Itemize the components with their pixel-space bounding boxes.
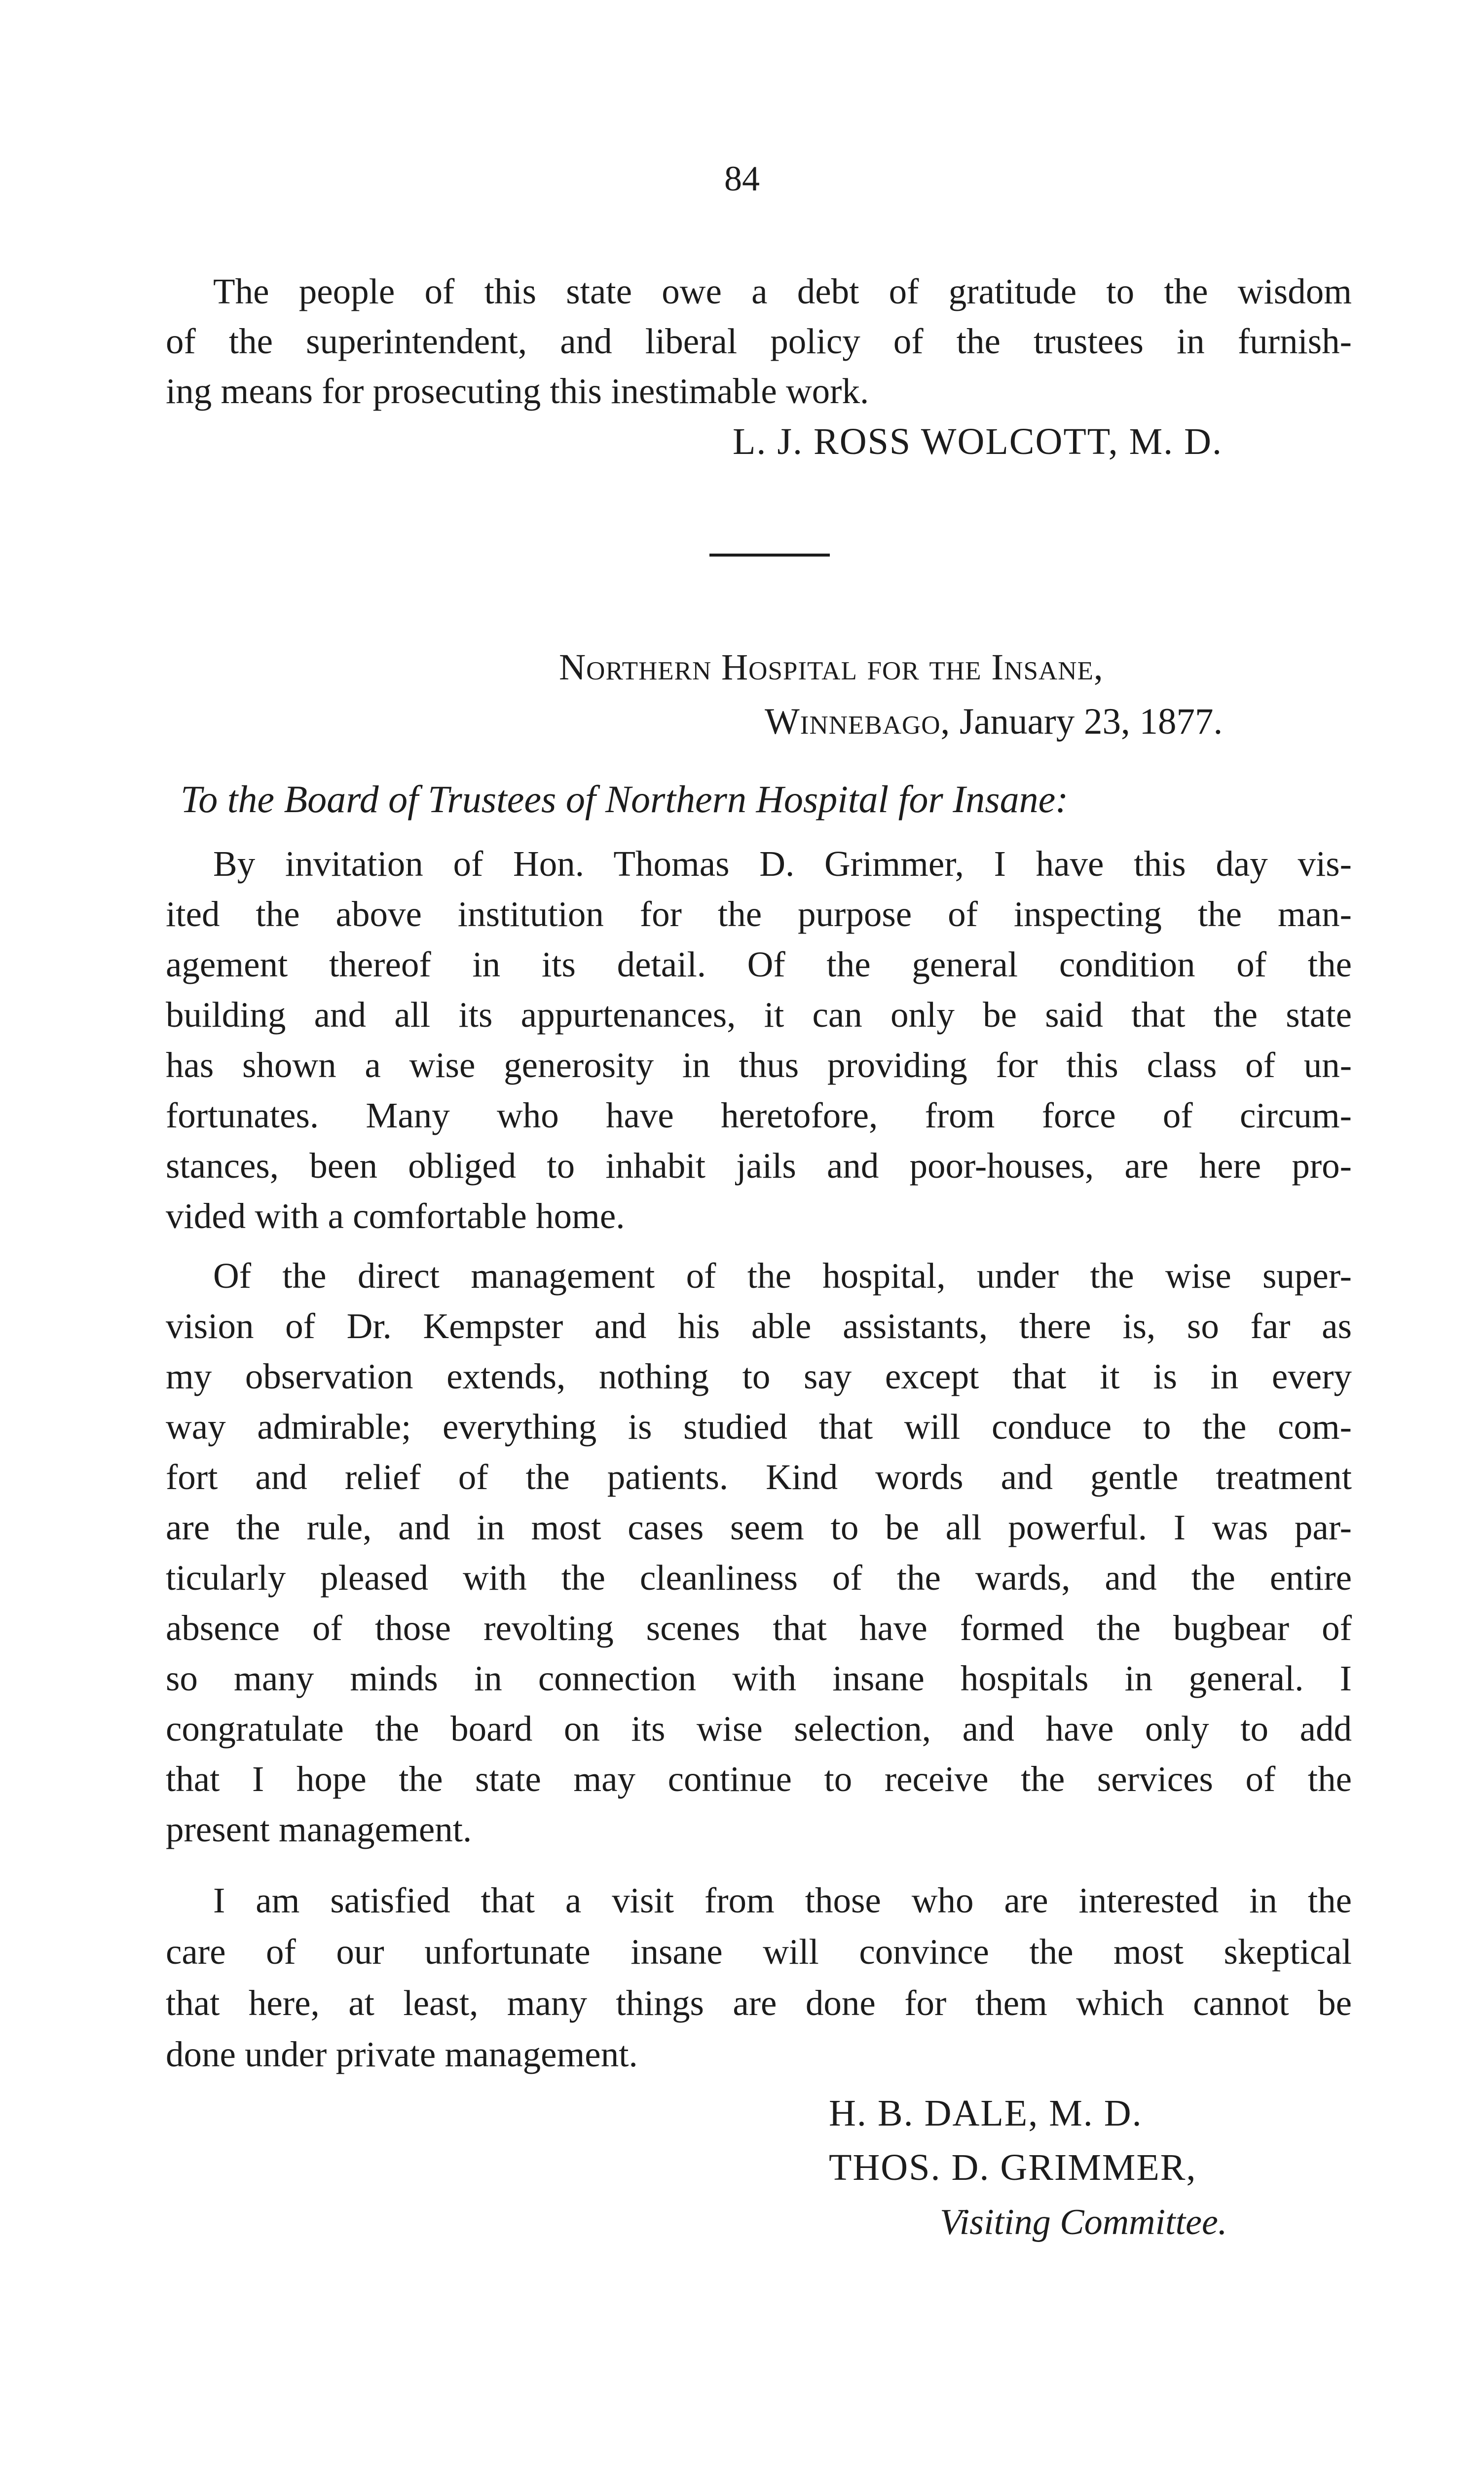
paragraph-line: way admirable; everything is studied that will conduce to the com- xyxy=(166,1407,1352,1447)
committee-title: Visiting Committee. xyxy=(940,2202,1227,2243)
paragraph-line: vision of Dr. Kempster and his able assistants, there is, so far as xyxy=(166,1306,1352,1346)
paragraph-line: of the superintendent, and liberal policy of the trustees in furnish- xyxy=(166,321,1352,361)
paragraph-line: building and all its appurtenances, it can only be said that the state xyxy=(166,995,1352,1035)
paragraph-line: are the rule, and in most cases seem to be all powerful. I was par- xyxy=(166,1507,1352,1547)
paragraph-line: The people of this state owe a debt of gratitude to the wisdom xyxy=(213,271,1352,311)
signatory-dale: H. B. DALE, M. D. xyxy=(829,2093,1143,2134)
paragraph-line: done under private management. xyxy=(166,2034,638,2074)
paragraph-line: congratulate the board on its wise selection, and have only to add xyxy=(166,1709,1352,1749)
paragraph-line: so many minds in connection with insane hospitals in general. I xyxy=(166,1658,1352,1698)
paragraph-line: fortunates. Many who have heretofore, from force of circum- xyxy=(166,1095,1352,1135)
paragraph-line: ited the above institution for the purpose of inspecting the man- xyxy=(166,894,1352,934)
section-divider xyxy=(709,554,830,557)
paragraph-line: has shown a wise generosity in thus providing for this class of un- xyxy=(166,1045,1352,1085)
paragraph-line: agement thereof in its detail. Of the general condition of the xyxy=(166,944,1352,984)
paragraph-line: stances, been obliged to inhabit jails and poor-houses, are here pro- xyxy=(166,1146,1352,1186)
heading-date: January 23, 1877. xyxy=(960,701,1223,742)
paragraph-1 xyxy=(166,839,1352,1241)
salutation: To the Board of Trustees of Northern Hospital for Insane: xyxy=(181,778,1069,821)
paragraph-3 xyxy=(166,1875,1352,2080)
paragraph-line: care of our unfortunate insane will convince the most skeptical xyxy=(166,1932,1352,1972)
paragraph-line: present management. xyxy=(166,1809,472,1849)
first-signature: L. J. ROSS WOLCOTT, M. D. xyxy=(733,421,1223,462)
paragraph-2 xyxy=(166,1251,1352,1855)
paragraph-line: Of the direct management of the hospital, under the wise super- xyxy=(213,1256,1352,1296)
closing-paragraph xyxy=(166,266,1352,416)
signatory-grimmer: THOS. D. GRIMMER, xyxy=(829,2147,1197,2188)
paragraph-line: ticularly pleased with the cleanliness of the wards, and the entire xyxy=(166,1558,1352,1598)
page-number: 84 xyxy=(724,159,760,198)
heading-place-date xyxy=(765,701,1223,743)
paragraph-line: that I hope the state may continue to receive the services of the xyxy=(166,1759,1352,1799)
paragraph-line: By invitation of Hon. Thomas D. Grimmer, I have this day vis- xyxy=(213,844,1352,884)
paragraph-line: ing means for prosecuting this inestimable work. xyxy=(166,371,869,411)
paragraph-line: my observation extends, nothing to say except that it is in every xyxy=(166,1356,1352,1396)
paragraph-line: vided with a comfortable home. xyxy=(166,1196,625,1236)
paragraph-line: fort and relief of the patients. Kind words and gentle treatment xyxy=(166,1457,1352,1497)
paragraph-line: that here, at least, many things are done for them which cannot be xyxy=(166,1983,1352,2023)
paragraph-line: I am satisfied that a visit from those who are interested in the xyxy=(213,1880,1352,1920)
heading-institution: Northern Hospital for the Insane, xyxy=(559,647,1104,688)
paragraph-line: absence of those revolting scenes that have formed the bugbear of xyxy=(166,1608,1352,1648)
heading-place: Winnebago, xyxy=(765,701,951,742)
